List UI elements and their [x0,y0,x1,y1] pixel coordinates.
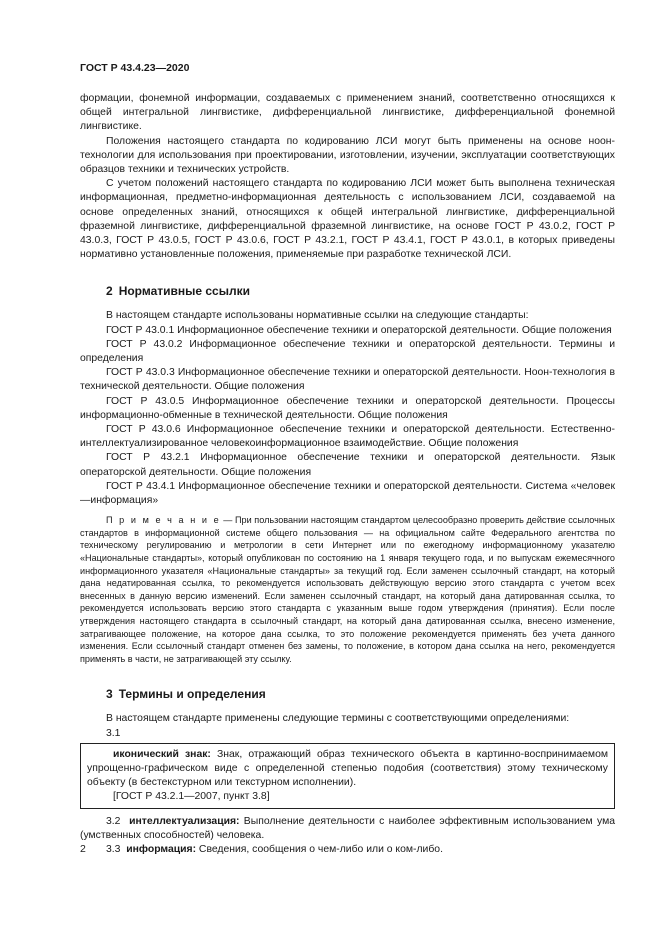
normative-reference: ГОСТ Р 43.0.2 Информационное обеспечение техники и операторской деятельности. Термины и определения [80,338,615,365]
section-2-heading [106,284,615,298]
section-title: Нормативные ссылки [118,284,250,299]
normative-reference: ГОСТ Р 43.0.5 Информационное обеспечение техники и операторской деятельности. Процессы информационно-обменные в технической деятельности. Общие положения [80,395,615,421]
normative-reference: ГОСТ Р 43.4.1 Информационное обеспечение техники и операторской деятельности. Система «человек—информация» [80,480,615,507]
term-definition-box [80,743,615,809]
document-body [80,92,615,857]
term-name: интеллектуализация: [129,815,240,827]
term-text: Сведения, сообщения о чем-либо или о ком-либо. [196,844,443,856]
section-lead: В настоящем стандарте применены следующие термины с соответствующими определениями: [106,713,570,725]
term-text: Выполнение деятельности с наиболее эффективным использованием ума (умственных способностей) человека. [80,815,615,842]
section-title: Термины и определения [118,687,266,702]
note-text: — При пользовании настоящим стандартом целесообразно проверить действие ссылочных стандартов в информационной системе общего пользования — на официальном сайте Федерального агентства по техническому регулированию и метрологии в сети Интернет или по ежегодному информационному указателю «Национальные стандарты», который опубликован по состоянию на 1 января текущего года, и по выпускам ежемесячного информационного указателя «Национальные стандарты» за текущий год. Если заменен ссылочный стандарт, на который дана недатированная ссылка, то рекомендуется использовать действующую версию этого стандарта с учетом всех внесенных в данную версию изменений. Если заменен ссылочный стандарт, на который дана датированная ссылка, то рекомендуется использовать версию этого стандарта с указанным выше годом утверждения (принятия). Если после утверждения настоящего стандарта в ссылочный стандарт, на который дана датированная ссылка, внесено изменение, затрагивающее положение, на которое дана ссылка, то это положение рекомендуется применять без учета данного изменения. Если ссылочный стандарт отменен без замены, то положение, в котором дана ссылка на него, рекомендуется применять в части, не затрагивающей эту ссылку. [80,515,615,664]
page-number: 2 [80,843,86,855]
normative-reference: ГОСТ Р 43.0.1 Информационное обеспечение техники и операторской деятельности. Общие положения [106,324,612,336]
term-number: 3.3 [106,844,121,856]
normative-reference: ГОСТ Р 43.2.1 Информационное обеспечение техники и операторской деятельности. Язык операторской деятельности. Общие положения [80,452,615,478]
section-3-heading [106,687,615,701]
intro-paragraph: Положения настоящего стандарта по кодированию ЛСИ могут быть применены на основе ноон-технологии для использования при проектировании, изготовлении, изучении, эксплуатации соответствующих образцов техники и технических устройств. [80,135,615,176]
section-number: 3 [106,687,113,702]
note-label: П р и м е ч а н и е [106,515,221,526]
normative-reference: ГОСТ Р 43.0.3 Информационное обеспечение техники и операторской деятельности. Ноон-технология в технической деятельности. Общие положения [80,367,615,393]
document-header: ГОСТ Р 43.4.23—2020 [80,62,190,74]
note-paragraph [80,514,615,665]
term-number: 3.2 [106,815,121,827]
intro-paragraph: С учетом положений настоящего стандарта по кодированию ЛСИ может быть выполнена техническая информационная, предметно-информационная деятельность с использованием ЛСИ, создаваемой на основе определенных знаний, относящихся к общей интегральной лингвистике, дифференциальной фраземной лингвистике, дифференциальной фраземной лингвистике, на основе ГОСТ Р 43.0.2, ГОСТ Р 43.0.3, ГОСТ Р 43.0.5, ГОСТ Р 43.0.6, ГОСТ Р 43.2.1, ГОСТ Р 43.4.1, ГОСТ Р 43.0.1, в которых приведены нормативно установленные положения, применяемые при разработке технической ЛСИ. [80,178,615,261]
section-lead: В настоящем стандарте использованы нормативные ссылки на следующие стандарты: [106,310,529,322]
normative-reference: ГОСТ Р 43.0.6 Информационное обеспечение техники и операторской деятельности. Естественно-интеллектуализированное человекоинформационное взаимодействие. Общие положения [80,424,615,450]
term-number: 3.1 [106,727,121,739]
term-source: [ГОСТ Р 43.2.1—2007, пункт 3.8] [113,790,270,802]
term-definition [80,815,615,843]
term-definition [87,748,608,790]
intro-paragraph: формации, фонемной информации, создаваемых с применением знаний, соответственно относящихся к общей интегральной лингвистике, дифференциальной лингвистике, дифференциальной фонемной лингвистике. [80,93,615,133]
term-name: иконический знак: [113,748,211,760]
term-text: Знак, отражающий образ технического объекта в картинно-воспринимаемом упрощенно-графическом виде с определенной степенью подобия (соответствия) этому техническому объекту (в бестекстурном или текстурном исполнении). [87,748,608,788]
term-definition [80,843,615,857]
term-name: информация: [126,844,197,856]
section-number: 2 [106,284,113,299]
